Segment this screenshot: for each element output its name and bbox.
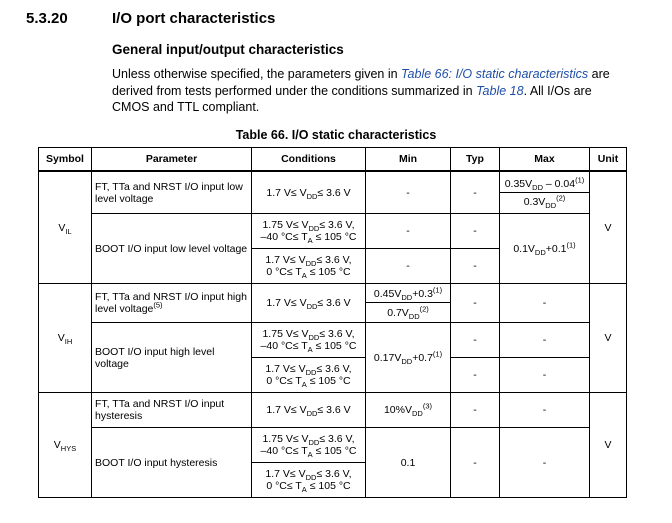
conditions-cell: [252, 249, 366, 284]
max-cell: -: [500, 284, 590, 323]
cond-text: ≤ 3.6 V,: [316, 468, 352, 480]
cond-sub: A: [307, 236, 313, 246]
max-sub: DD: [532, 182, 543, 192]
cond-sub: A: [301, 271, 307, 281]
typ-cell: -: [451, 284, 500, 323]
typ-cell: -: [451, 214, 500, 249]
cond-text: ≤ 3.6 V,: [319, 219, 355, 231]
conditions-cell: [252, 171, 366, 214]
conditions-cell: [252, 393, 366, 428]
cond-text: ≤ 105 °C: [306, 266, 351, 278]
table-row: [39, 393, 627, 428]
min-sub: DD: [408, 312, 420, 322]
cond-text: ≤ 3.6 V,: [319, 328, 355, 340]
parameter-cell: BOOT I/O input hysteresis: [92, 428, 252, 498]
cond-sub: A: [301, 485, 307, 495]
cond-sub: DD: [306, 409, 318, 419]
symbol-text: V: [53, 439, 61, 451]
io-static-characteristics-table: [38, 147, 627, 498]
cond-sub: DD: [305, 473, 317, 483]
cond-text: ≤ 105 °C: [306, 480, 351, 492]
min-text: +0.3: [412, 288, 433, 300]
max-sub: DD: [534, 247, 546, 257]
conditions-cell: [252, 214, 366, 249]
cond-text: ≤ 3.6 V: [317, 404, 351, 416]
cond-text: 1.7 V≤ V: [266, 404, 307, 416]
unit-cell: V: [590, 393, 627, 498]
min-cell: 0.1: [366, 428, 451, 498]
table-66-link[interactable]: Table 66: I/O static characteristics: [401, 67, 589, 81]
unit-cell: V: [590, 171, 627, 284]
conditions-cell: [252, 284, 366, 323]
cond-text: –40 °C≤ T: [260, 445, 308, 457]
max-text: +0.1: [545, 242, 567, 255]
cond-text: 1.75 V≤ V: [262, 219, 309, 231]
section-title: I/O port characteristics: [112, 10, 276, 27]
cond-text: ≤ 105 °C: [312, 445, 357, 457]
cond-text: 0 °C≤ T: [266, 375, 302, 387]
intro-text-1: Unless otherwise specified, the parameters given in: [112, 67, 402, 81]
header-min: Min: [366, 148, 451, 172]
table-header-row: [39, 148, 627, 172]
conditions-cell: [252, 323, 366, 358]
min-cell: [366, 284, 451, 323]
cond-text: 1.7 V≤ V: [266, 186, 307, 199]
min-text: 0.45V: [373, 288, 402, 300]
typ-cell: -: [451, 393, 500, 428]
typ-cell: -: [451, 428, 500, 498]
table-18-link[interactable]: Table 18: [476, 83, 524, 98]
min-value-b: [366, 303, 450, 321]
table-row: [39, 284, 627, 323]
cond-text: ≤ 3.6 V: [317, 186, 351, 199]
footnote-ref: (2): [556, 193, 566, 202]
header-symbol: Symbol: [39, 148, 92, 172]
subsection-title: General input/output characteristics: [112, 42, 344, 57]
parameter-cell: [92, 284, 252, 323]
footnote-ref: (1): [432, 285, 443, 295]
header-parameter: Parameter: [92, 148, 252, 172]
cond-text: 1.75 V≤ V: [262, 433, 309, 445]
cond-text: 1.75 V≤ V: [262, 328, 309, 340]
max-sub: DD: [545, 200, 557, 210]
unit-cell: V: [590, 284, 627, 393]
table-row: [39, 428, 627, 463]
cond-text: –40 °C≤ T: [260, 231, 308, 243]
max-text: 0.35V: [504, 177, 533, 190]
cond-sub: DD: [306, 191, 318, 201]
conditions-cell: [252, 358, 366, 393]
section-number: 5.3.20: [26, 10, 68, 27]
cond-text: 0 °C≤ T: [266, 480, 302, 492]
parameter-cell: FT, TTa and NRST I/O input low level voltage: [92, 171, 252, 214]
parameter-cell: FT, TTa and NRST I/O input hysteresis: [92, 393, 252, 428]
cond-sub: DD: [308, 438, 320, 448]
min-cell: -: [366, 249, 451, 284]
header-max: Max: [500, 148, 590, 172]
min-sub: DD: [401, 293, 413, 303]
max-cell: -: [500, 358, 590, 393]
symbol-subscript: IL: [65, 226, 72, 236]
cond-sub: DD: [308, 333, 320, 343]
typ-cell: -: [451, 171, 500, 214]
symbol-cell: [39, 171, 92, 284]
footnote-ref: (1): [566, 240, 576, 249]
cond-text: –40 °C≤ T: [260, 340, 308, 352]
footnote-ref: (2): [419, 304, 429, 314]
max-text: 0.1V: [513, 242, 535, 255]
cond-text: ≤ 105 °C: [306, 375, 351, 387]
cond-sub: DD: [308, 224, 320, 234]
table-row: [39, 323, 627, 358]
header-unit: Unit: [590, 148, 627, 172]
min-text: 0.17V: [373, 351, 402, 364]
parameter-cell: BOOT I/O input high level voltage: [92, 323, 252, 393]
max-cell: -: [500, 393, 590, 428]
cond-text: ≤ 3.6 V,: [319, 433, 355, 445]
table-caption: Table 66. I/O static characteristics: [235, 128, 437, 142]
cond-text: ≤ 3.6 V: [317, 297, 351, 309]
symbol-text: V: [57, 332, 65, 344]
typ-cell: -: [451, 249, 500, 284]
intro-text-3: . All I/Os are CMOS and TTL compliant.: [112, 83, 592, 114]
header-conditions: Conditions: [252, 148, 366, 172]
typ-cell: -: [451, 323, 500, 358]
symbol-subscript: IH: [64, 337, 73, 347]
cond-text: 0 °C≤ T: [266, 266, 302, 278]
intro-text-2: are derived from tests performed under the conditions summarized in: [112, 67, 610, 98]
cond-text: ≤ 105 °C: [312, 340, 357, 352]
header-typ: Typ: [451, 148, 500, 172]
cond-text: ≤ 105 °C: [312, 231, 357, 243]
table-row: [39, 214, 627, 249]
max-cell: -: [500, 428, 590, 498]
cond-text: ≤ 3.6 V,: [316, 363, 352, 375]
conditions-cell: [252, 463, 366, 498]
min-value-a: [366, 285, 450, 303]
footnote-ref: (1): [432, 349, 443, 358]
footnote-ref: (5): [153, 300, 163, 310]
min-cell: [366, 393, 451, 428]
symbol-cell: [39, 393, 92, 498]
min-text: 0.7V: [387, 307, 409, 319]
min-text: 10%V: [383, 404, 412, 416]
footnote-ref: (3): [422, 401, 433, 411]
intro-paragraph: [112, 66, 632, 116]
min-cell: -: [366, 214, 451, 249]
parameter-cell: BOOT I/O input low level voltage: [92, 214, 252, 284]
min-cell: -: [366, 171, 451, 214]
max-value-b: [500, 193, 589, 210]
max-value-a: [500, 176, 589, 193]
footnote-ref: (1): [575, 175, 585, 184]
cond-sub: DD: [305, 368, 317, 378]
table-row: [39, 171, 627, 214]
cond-sub: A: [307, 450, 313, 460]
conditions-cell: [252, 428, 366, 463]
min-text: +0.7: [412, 351, 433, 364]
cond-sub: DD: [306, 302, 318, 312]
max-text: 0.3V: [523, 195, 546, 208]
cond-sub: A: [301, 380, 307, 390]
typ-cell: -: [451, 358, 500, 393]
cond-text: ≤ 3.6 V,: [316, 254, 352, 266]
cond-sub: A: [307, 345, 313, 355]
cond-text: 1.7 V≤ V: [265, 363, 306, 375]
max-text: – 0.04: [543, 177, 576, 190]
cond-text: 1.7 V≤ V: [265, 468, 306, 480]
symbol-subscript: HYS: [60, 444, 77, 454]
cond-text: 1.7 V≤ V: [266, 297, 307, 309]
max-cell: [500, 214, 590, 284]
cond-sub: DD: [305, 259, 317, 269]
symbol-text: V: [58, 221, 66, 234]
min-cell: [366, 323, 451, 393]
min-sub: DD: [412, 409, 423, 419]
cond-text: 1.7 V≤ V: [265, 254, 306, 266]
symbol-cell: [39, 284, 92, 393]
max-cell: -: [500, 323, 590, 358]
param-text: FT, TTa and NRST I/O input high level voltage: [95, 291, 247, 315]
max-cell: [500, 171, 590, 214]
min-sub: DD: [401, 356, 413, 366]
